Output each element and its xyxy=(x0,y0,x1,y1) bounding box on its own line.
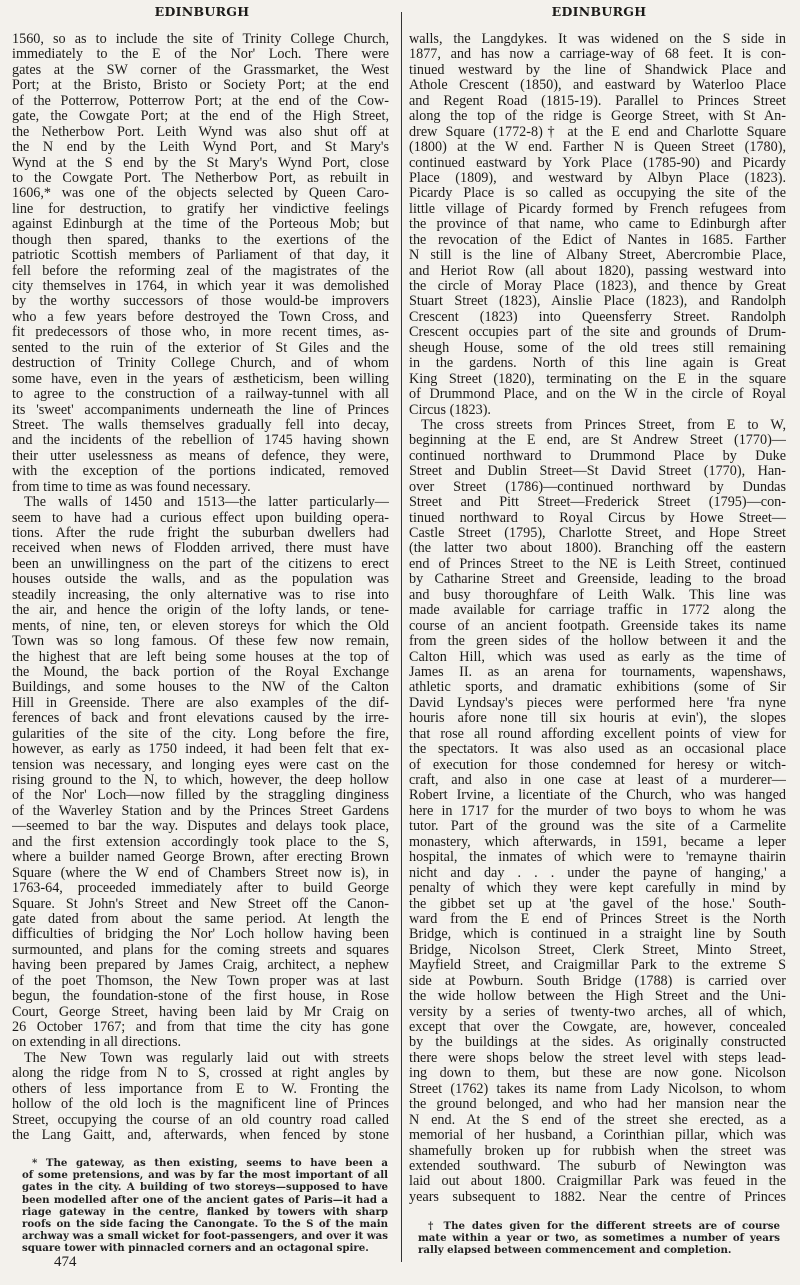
text-line: 26 October 1767; and from that time the city has gone xyxy=(12,1020,389,1035)
text-line: patriotic Scottish members of Parliament of that day, it xyxy=(12,248,389,264)
text-line: Crescent occupies part of the site and grounds of Drum- xyxy=(409,325,786,341)
text-line: gate, the Cowgate Port; at the end of the High Street, xyxy=(12,109,389,125)
text-line: others of less importance from E to W. Fronting the xyxy=(12,1081,389,1097)
text-line: David Lyndsay's pieces were performed here 'fra nyne xyxy=(409,695,786,711)
text-line: the wide hollow between the High Street and the Uni- xyxy=(409,989,786,1005)
text-line: of Drummond Place, and on the W in the circle of Royal xyxy=(409,387,786,403)
text-line: rising ground to the N, to which, however, the deep hollow xyxy=(12,773,389,788)
text-line: by the buildings at the sides. As originally constructed xyxy=(409,1035,786,1051)
text-line: to the Cowgate Port. The Netherbow Port, as rebuilt in xyxy=(12,170,389,186)
text-line: having been prepared by James Craig, architect, a nephew xyxy=(12,958,389,974)
text-line: against Edinburgh at the time of the Porteous Mob; but xyxy=(12,217,389,233)
text-line: the revocation of the Edict of Nantes in 1685. Farther xyxy=(409,232,786,248)
text-line: versity by a series of twenty-two arches, all of which, xyxy=(409,1004,786,1020)
text-line: the ground belonged, and who had her mansion near the xyxy=(409,1097,786,1113)
text-line: and the first extension accordingly took place to the S, xyxy=(12,834,389,850)
text-line: Bridge, Nicolson Street, Clerk Street, Minto Street, xyxy=(409,942,786,958)
column-divider xyxy=(401,12,402,1262)
running-header-left: EDINBURGH xyxy=(154,4,250,19)
text-line: though then spared, thanks to the exertions of the xyxy=(12,232,389,248)
text-line: who a few years before destroyed the Town Cross, and xyxy=(12,309,389,325)
text-line: by Catharine Street and Greenside, leading to the broad xyxy=(409,572,786,588)
text-line: memorial of her husband, a Corinthian pillar, which was xyxy=(409,1128,786,1144)
text-line: ferences of back and front elevations caused by the irre- xyxy=(12,711,389,727)
text-line: 1763-64, proceeded immediately after to build George xyxy=(12,881,389,897)
text-line: the spectators. It was also used as an occasional place xyxy=(409,742,786,758)
text-line: here in 1717 for the murder of two boys to whom he was xyxy=(409,803,786,819)
text-line: the Netherbow Port. Leith Wynd was also shut off at xyxy=(12,124,389,140)
text-line: been an unwillingness on the part of the citizens to erect xyxy=(12,556,389,572)
text-line: however, as early as 1750 indeed, it had been felt that ex- xyxy=(12,742,389,758)
footnote-line: gates in the city. A building of two storeys—supposed to have xyxy=(22,1181,388,1194)
text-line: tinued northward to Royal Circus by Howe Street— xyxy=(409,510,786,526)
text-line: difficulties of bridging the Nor' Loch hollow having been xyxy=(12,927,389,943)
text-line: sented to the ruin of the exterior of St Giles and the xyxy=(12,340,389,356)
text-line: 1606,* was one of the objects selected by Queen Caro- xyxy=(12,186,389,202)
text-line: little village of Picardy formed by French refugees from xyxy=(409,201,786,217)
text-line: side at Powburn. South Bridge (1788) is carried over xyxy=(409,973,786,989)
text-line: gate dated from about the same period. At length the xyxy=(12,911,389,927)
text-line: tutor. Part of the ground was the site of a Carmelite xyxy=(409,819,786,835)
text-line: ward from the E end of Princes Street is the North xyxy=(409,911,786,927)
text-line: with the exception of the portions indicated, removed xyxy=(12,464,389,480)
footnote-line: riage gateway in the centre, flanked by towers with sharp xyxy=(22,1205,388,1218)
text-line: Place (1809), and westward by Albyn Place (1823). xyxy=(409,170,786,186)
text-line: penalty of which they were kept carefully in mind by xyxy=(409,881,786,897)
text-line: laid out about 1800. Craigmillar Park was feued in the xyxy=(409,1174,786,1190)
text-line: athletic sports, and dramatic exhibitions (some of Sir xyxy=(409,680,786,696)
text-line: by the worthy successors of those would-be improvers xyxy=(12,294,389,310)
text-line: the province of that name, who came to Edinburgh after xyxy=(409,217,786,233)
text-line: hospital, the inmates of which were to 'remayne thairin xyxy=(409,850,786,866)
text-line: the Lang Gaitt, and, afterwards, when fenced by stone xyxy=(12,1128,389,1144)
footnote-line: * The gateway, as then existing, seems to have been a xyxy=(32,1157,388,1169)
text-line: the gibbet set up at 'the gavel of the hose.' South- xyxy=(409,896,786,912)
text-line: course of an ancient footpath. Greenside takes its name xyxy=(409,618,786,634)
text-line: that rose all round affording excellent points of view for xyxy=(409,726,786,742)
text-line: houris afore none till six houris at evin'), the slopes xyxy=(409,711,786,727)
text-line: tinued westward by the line of Shandwick Place and xyxy=(409,62,786,78)
footnote-gateway xyxy=(22,1157,388,1255)
text-line: the N end by the Leith Wynd Port, and St Mary's xyxy=(12,140,389,156)
text-line: monastery, which afterwards, in 1591, became a leper xyxy=(409,834,786,850)
text-line: beginning at the E end, are St Andrew Street (1770)— xyxy=(409,433,786,449)
text-line: N end. At the S end of the street she erected, as a xyxy=(409,1112,786,1128)
text-line: ments, of nine, ten, or eleven storeys for which the Old xyxy=(12,618,389,634)
text-line: Robert Irvine, a licentiate of the Church, who was hanged xyxy=(409,788,786,804)
paragraph xyxy=(409,418,786,1205)
text-line: on extending in all directions. xyxy=(12,1035,182,1051)
text-line: along the top of the ridge is George Street, with St An- xyxy=(409,109,786,125)
text-line: over Street (1786)—continued northward by Dundas xyxy=(409,479,786,495)
text-line: extended southward. The suburb of Newington was xyxy=(409,1158,786,1174)
text-line: Crescent (1823) into Queensferry Street. Randolph xyxy=(409,309,786,325)
text-line: of the Nor' Loch—now filled by the straggling dinginess xyxy=(12,788,389,804)
text-line: Castle Street (1795), Charlotte Street, and Hope Street xyxy=(409,526,786,541)
text-line: destruction of Trinity College Church, and of whom xyxy=(12,356,389,372)
text-line: some have, even in the years of æstheticism, been willing xyxy=(12,371,389,387)
text-line: Wynd at the S end by the St Mary's Wynd Port, close xyxy=(12,155,389,171)
text-line: and busy thoroughfare of Leith Walk. This line was xyxy=(409,587,786,603)
text-line: hollow of the old loch is the magnificent line of Princes xyxy=(12,1097,389,1113)
page-number: 474 xyxy=(54,1254,77,1270)
text-line: Hill in Greenside. There are also examples of the dif- xyxy=(12,695,389,711)
text-line: seem to have had a curious effect upon building opera- xyxy=(12,510,389,526)
text-line: along the ridge from N to S, crossed at right angles by xyxy=(12,1066,389,1082)
footnote-line: † The dates given for the different streets are of course xyxy=(428,1220,780,1232)
text-line: ing down to them, but these are now gone. Nicolson xyxy=(409,1066,786,1082)
text-line: gularities of the site of the city. Long before the fire, xyxy=(12,726,389,742)
text-line: Court, George Street, having been laid by Mr Craig on xyxy=(12,1004,389,1020)
text-line: begun, the foundation-stone of the first house, in Rose xyxy=(12,989,389,1005)
text-line: Square. St John's Street and New Street off the Canon- xyxy=(12,896,389,912)
text-line: continued eastward by York Place (1785-90) and Picardy xyxy=(409,155,786,171)
footnote-line: square tower with pinnacled corners and an octagonal spire. xyxy=(22,1242,369,1255)
text-line: made available for carriage traffic in 1772 along the xyxy=(409,603,786,619)
footnote-line: mate within a year or two, as sometimes a number of years xyxy=(418,1232,780,1245)
text-line: shamefully broken up for rubbish when the street was xyxy=(409,1143,786,1159)
text-line: the circle of Moray Place (1823), and thence by Great xyxy=(409,279,786,294)
text-line: Town was so long famous. Of these few now remain, xyxy=(12,634,389,650)
text-line: its 'sweet' accompaniments underneath the line of Princes xyxy=(12,402,389,418)
text-line: the Mound, the back portion of the Royal Exchange xyxy=(12,664,389,680)
text-line: immediately to the E of the Nor' Loch. There were xyxy=(12,47,389,63)
paragraph xyxy=(409,32,786,418)
text-line: to agree to the construction of a railway-tunnel with all xyxy=(12,387,389,403)
text-line: line for destruction, to gratify her vindictive feelings xyxy=(12,201,389,217)
text-line: —seemed to bar the way. Disputes and delays took place, xyxy=(12,819,389,835)
text-line: of the Potterrow, Potterrow Port; at the end of the Cow- xyxy=(12,93,389,109)
text-line: from the green sides of the hollow between it and the xyxy=(409,634,786,650)
text-line: craft, and also in one case at least of a murderer— xyxy=(409,773,786,788)
text-line: of the Waverley Station and by the Princes Street Gardens xyxy=(12,803,389,819)
text-line: walls, the Langdykes. It was widened on the S side in xyxy=(409,32,786,47)
text-line: and Heriot Row (all about 1820), passing westward into xyxy=(409,263,786,279)
text-line: N still is the line of Albany Street, Abercrombie Place, xyxy=(409,248,786,264)
text-line: in the gardens. North of this line again is Great xyxy=(409,356,786,372)
footnote-line: archway was a small wicket for foot-passengers, and over it was xyxy=(22,1230,388,1243)
text-line: sheugh House, some of the old trees still remaining xyxy=(409,340,786,356)
text-line: years subsequent to 1882. Near the centre of Princes xyxy=(409,1189,786,1205)
right-column xyxy=(409,32,786,1205)
text-line: 1877, and has now a carriage-way of 68 feet. It is con- xyxy=(409,47,786,63)
text-line: The New Town was regularly laid out with streets xyxy=(24,1050,389,1066)
text-line: continued northward to Drummond Place by Duke xyxy=(409,448,786,464)
text-line: Port; at the Bristo, Bristo or Society Port; at the end xyxy=(12,78,389,94)
text-line: James II. as an arena for tournaments, wapenshaws, xyxy=(409,664,786,680)
left-column xyxy=(12,32,389,1144)
text-line: gates at the SW corner of the Grassmarket, the West xyxy=(12,62,389,78)
text-line: except that over the Cowgate, are, however, concealed xyxy=(409,1020,786,1035)
text-line: Athole Crescent (1850), and eastward by Waterloo Place xyxy=(409,78,786,94)
text-line: 1560, so as to include the site of Trinity College Church, xyxy=(12,32,389,47)
text-line: tions. After the rude fright the suburban dwellers had xyxy=(12,526,389,541)
text-line: fell before the reforming zeal of the magistrates of the xyxy=(12,263,389,279)
text-line: steadily increasing, the only alternative was to rise into xyxy=(12,587,389,603)
text-line: Street. The walls themselves gradually fell into decay, xyxy=(12,417,389,433)
text-line: from time to time as was found necessary. xyxy=(12,479,251,495)
text-line: their utter uselessness as means of defence, they were, xyxy=(12,448,389,464)
text-line: Buildings, and some houses to the NW of the Calton xyxy=(12,680,389,696)
footnote-dates xyxy=(418,1220,780,1257)
text-line: of the poet Thomson, the New Town proper was at last xyxy=(12,973,389,989)
text-line: houses outside the walls, and as the population was xyxy=(12,572,389,588)
footnote-line: rally elapsed between commencement and completion. xyxy=(418,1244,732,1257)
paragraph xyxy=(12,1051,389,1144)
text-line: and the incidents of the rebellion of 1745 having shown xyxy=(12,433,389,449)
text-line: Picardy Place is so called as occupying the site of the xyxy=(409,186,786,202)
paragraph xyxy=(12,32,389,495)
text-line: (1800) at the W end. Farther N is Queen Street (1780), xyxy=(409,140,786,156)
text-line: Stuart Street (1823), Ainslie Place (1823), and Randolph xyxy=(409,294,786,310)
text-line: there were shops below the street level with steps lead- xyxy=(409,1050,786,1066)
footnote-line: been modelled after one of the ancient gates of Paris—it had a xyxy=(22,1193,388,1206)
text-line: and Regent Road (1815-19). Parallel to Princes Street xyxy=(409,93,786,109)
text-line: Street and Dublin Street—St David Street (1770), Han- xyxy=(409,464,786,480)
text-line: Mayfield Street, and Craigmillar Park to the extreme S xyxy=(409,958,786,974)
footnote-line: of some pretensions, and was by far the most important of all xyxy=(22,1169,388,1182)
text-line: Square (where the W end of Chambers Street now is), in xyxy=(12,865,389,881)
text-line: The cross streets from Princes Street, from E to W, xyxy=(421,417,786,433)
text-line: Calton Hill, which was used as early as the time of xyxy=(409,649,786,665)
text-line: Street (1762) takes its name from Lady Nicolson, to whom xyxy=(409,1081,786,1097)
text-line: the air, and hence the origin of the lofty lands, or tene- xyxy=(12,603,389,619)
text-line: Bridge, which is continued in a straight line by South xyxy=(409,927,786,943)
text-line: where a builder named George Brown, after erecting Brown xyxy=(12,850,389,866)
running-header-right: EDINBURGH xyxy=(551,4,647,19)
text-line: surmounted, and plans for the coming streets and squares xyxy=(12,942,389,958)
text-line: King Street (1820), terminating on the E in the square xyxy=(409,371,786,387)
text-line: drew Square (1772-8)† at the E end and Charlotte Square xyxy=(409,124,786,140)
text-line: city themselves in 1764, in which year it was demolished xyxy=(12,279,389,294)
text-line: nicht and day . . . under the payne of hanging,' a xyxy=(409,865,786,881)
text-line: The walls of 1450 and 1513—the latter particularly— xyxy=(24,495,389,511)
text-line: the highest that are left being some houses at the top of xyxy=(12,649,389,665)
text-line: tension was necessary, and longing eyes were cast on the xyxy=(12,757,389,773)
text-line: Street, occupying the course of an old country road called xyxy=(12,1112,389,1128)
text-line: Street and Pitt Street—Frederick Street (1795)—con- xyxy=(409,495,786,511)
text-line: of execution for those condemned for heresy or witch- xyxy=(409,757,786,773)
paragraph xyxy=(12,495,389,1051)
footnote-line: roofs on the side facing the Canongate. To the S of the main xyxy=(22,1217,388,1230)
text-line: Circus (1823). xyxy=(409,402,491,418)
text-line: (the latter two about 1800). Branching off the eastern xyxy=(409,541,786,557)
text-line: received when news of Flodden arrived, there must have xyxy=(12,541,389,557)
text-line: end of Princes Street to the NE is Leith Street, continued xyxy=(409,556,786,572)
text-line: fit predecessors of those who, in more recent times, as- xyxy=(12,325,389,341)
